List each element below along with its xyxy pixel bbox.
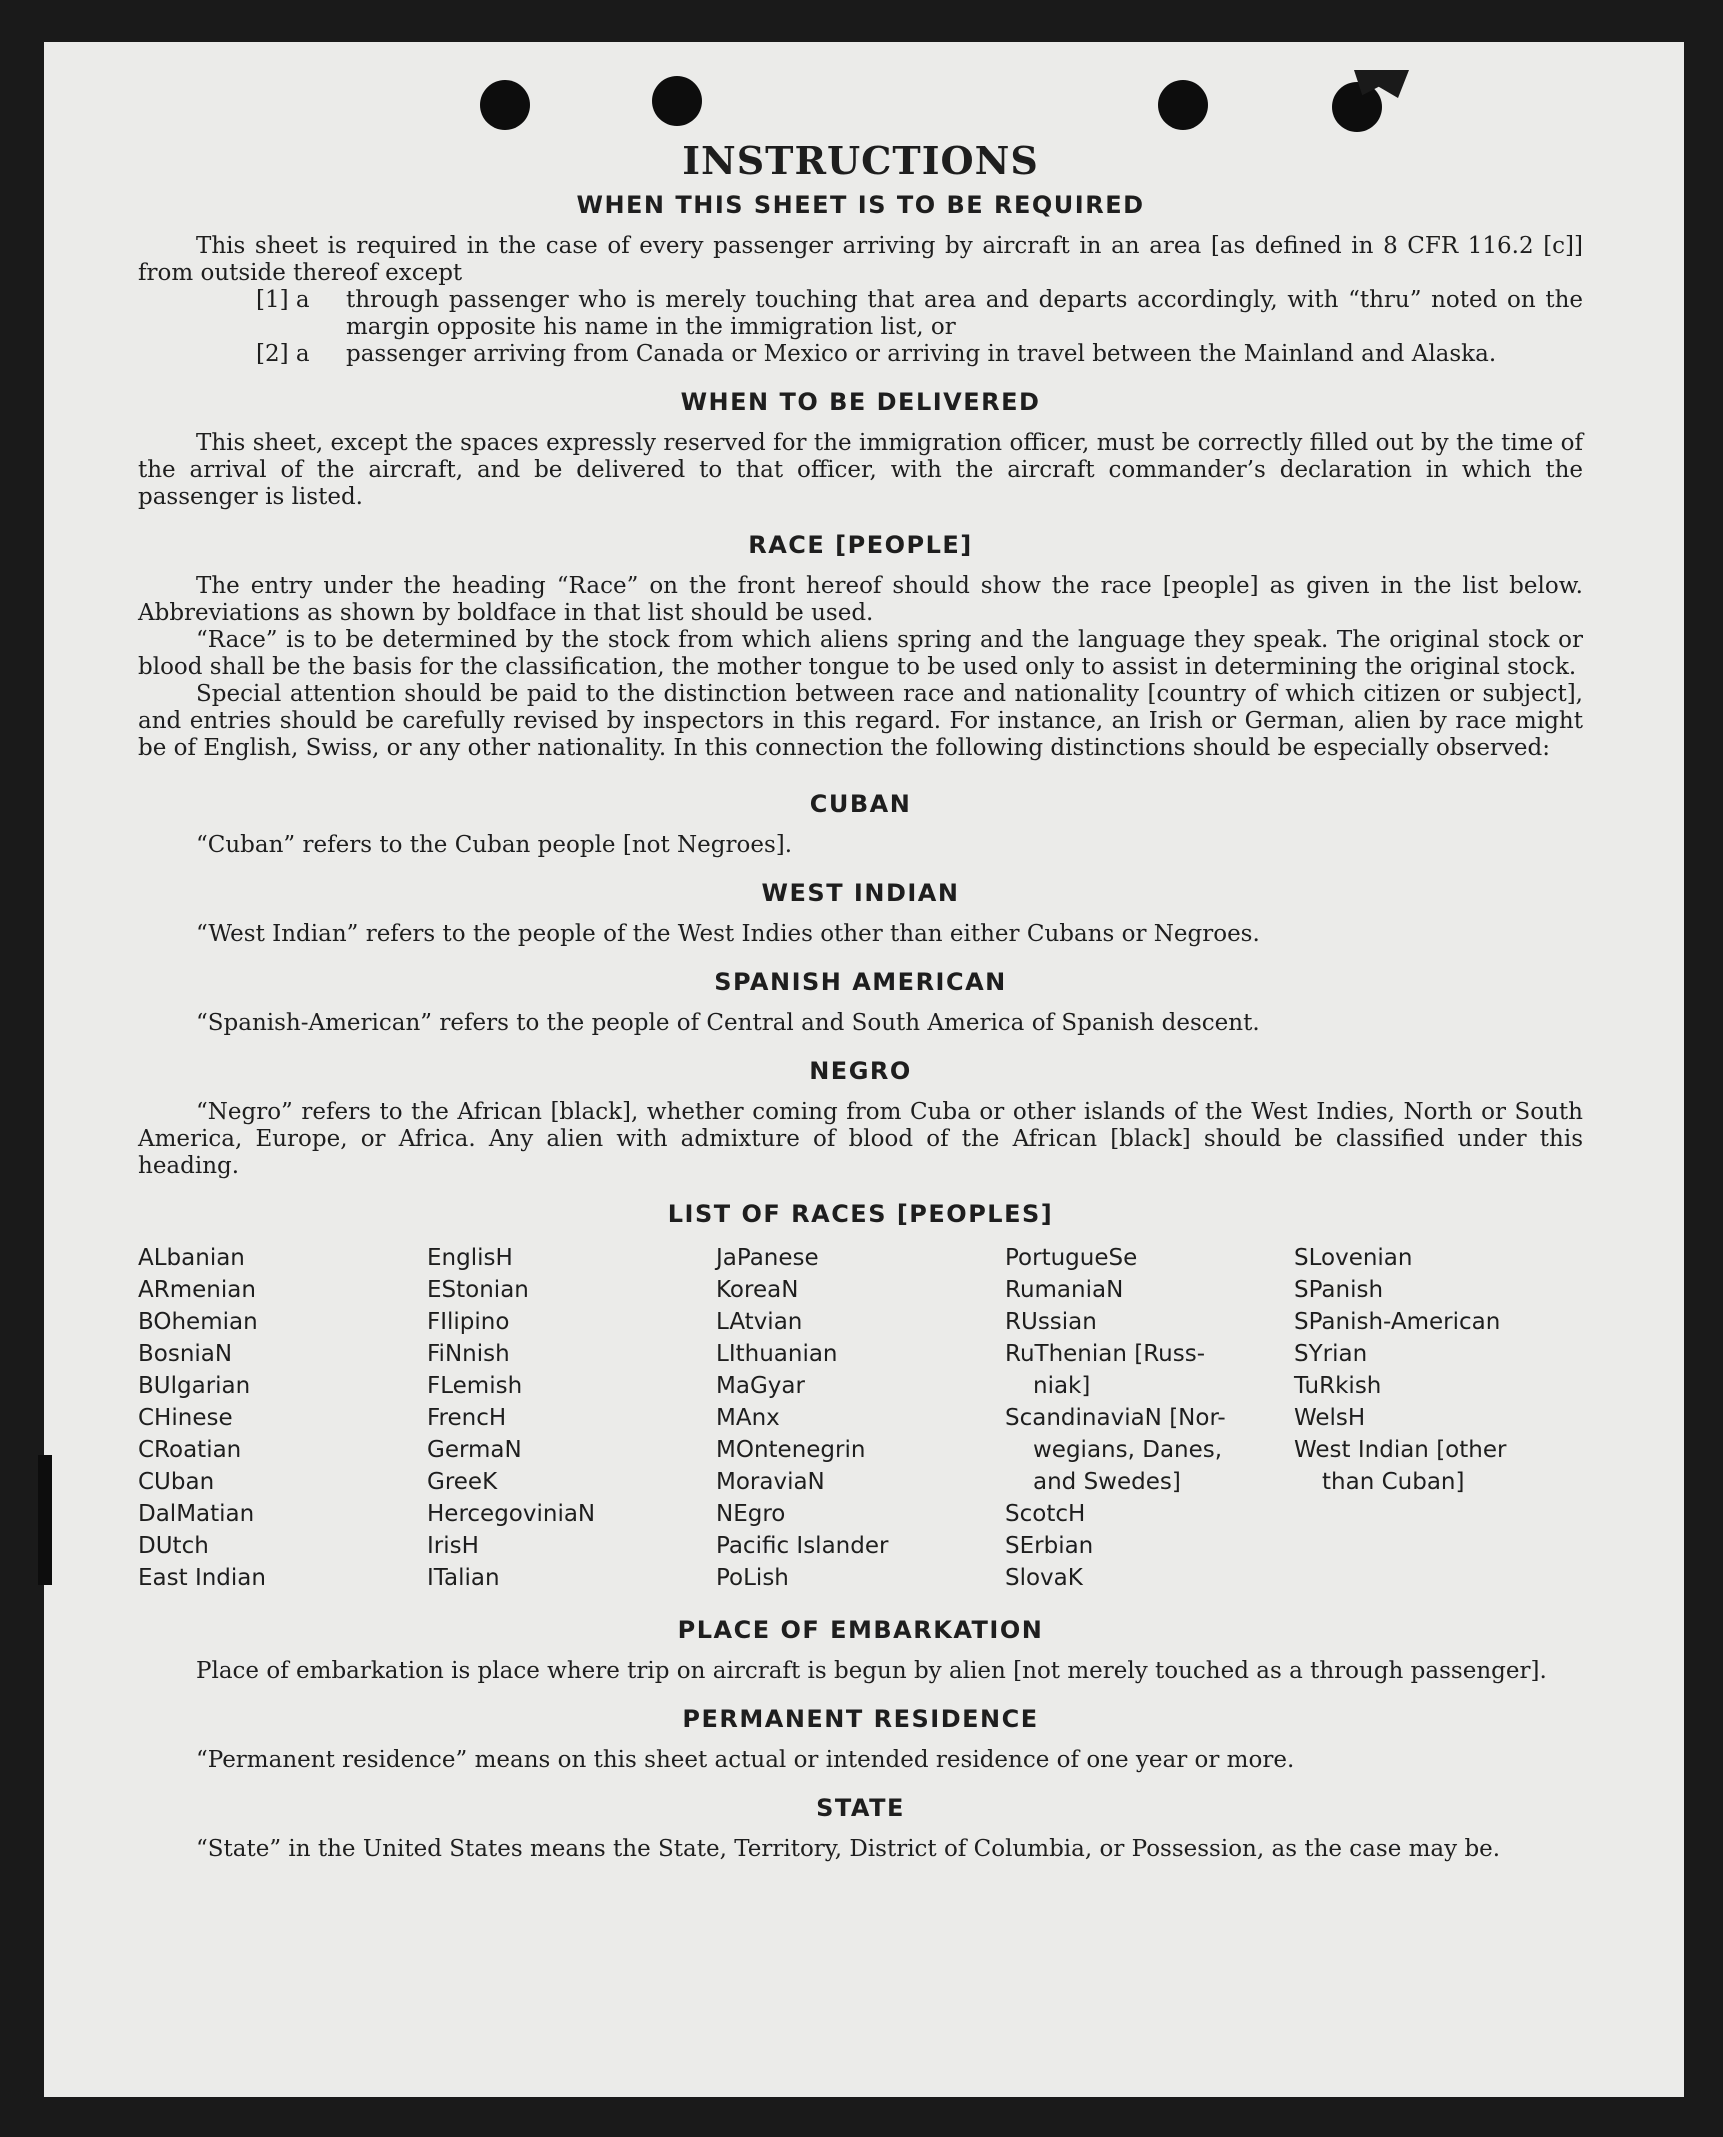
- race-column: [1294, 1242, 1583, 1594]
- race-item: BUlgarian: [138, 1373, 251, 1399]
- race-item: MAnx: [716, 1405, 780, 1431]
- race-item: CUban: [138, 1469, 215, 1495]
- section-heading-west-indian: WEST INDIAN: [761, 879, 960, 907]
- exception-list: [256, 287, 1583, 368]
- race-item: PoLish: [716, 1565, 789, 1591]
- page-title: INSTRUCTIONS: [682, 138, 1039, 183]
- race-item: MoraviaN: [716, 1469, 825, 1495]
- race-item: LIthuanian: [716, 1341, 838, 1367]
- race-item: ARmenian: [138, 1277, 256, 1303]
- instructions-content: [138, 128, 1583, 1863]
- race-item: SYrian: [1294, 1341, 1368, 1367]
- race-item: TuRkish: [1294, 1373, 1382, 1399]
- race-item: SErbian: [1005, 1533, 1094, 1559]
- race-item: ALbanian: [138, 1245, 245, 1271]
- exception-text: passenger arriving from Canada or Mexico or arriving in travel between the Mainland and Alaska.: [346, 341, 1497, 367]
- exception-number: [1] a: [256, 287, 310, 313]
- race-item: wegians, Danes,: [1033, 1437, 1223, 1463]
- race-paragraph-2: “Race” is to be determined by the stock from which aliens spring and the language they speak. The original stock or blood shall be the basis for the classification, the mother tongue to be used only to assist in determining the original stock.: [138, 627, 1583, 680]
- race-list: [138, 1242, 1583, 1594]
- residence-text: “Permanent residence” means on this sheet actual or intended residence of one year or more.: [196, 1747, 1295, 1773]
- exception-item: [256, 341, 1583, 368]
- race-item: than Cuban]: [1322, 1469, 1465, 1495]
- race-item: RuThenian [Russ-: [1005, 1341, 1206, 1367]
- race-item: SPanish: [1294, 1277, 1384, 1303]
- section-heading-cuban: CUBAN: [809, 790, 912, 818]
- race-item: GreeK: [427, 1469, 498, 1495]
- race-item: CRoatian: [138, 1437, 242, 1463]
- cuban-text: “Cuban” refers to the Cuban people [not Negroes].: [196, 832, 793, 858]
- race-item: MaGyar: [716, 1373, 805, 1399]
- race-item: FrencH: [427, 1405, 507, 1431]
- race-item: ScotcH: [1005, 1501, 1086, 1527]
- section-heading-required: WHEN THIS SHEET IS TO BE REQUIRED: [576, 191, 1145, 219]
- torn-corner: [1354, 70, 1409, 98]
- punch-hole: [480, 80, 530, 130]
- state-text: “State” in the United States means the State, Territory, District of Columbia, or Possession, as the case may be.: [196, 1836, 1501, 1862]
- race-column: [427, 1242, 716, 1594]
- race-item: and Swedes]: [1033, 1469, 1181, 1495]
- race-item: EnglisH: [427, 1245, 513, 1271]
- race-item: WelsH: [1294, 1405, 1366, 1431]
- race-paragraph-3: Special attention should be paid to the distinction between race and nationality [country of which citizen or subject], and entries should be carefully revised by inspectors in this regard. For instance, an Irish or German, alien by race might be of English, Swiss, or any other nationality. In this connection the following distinctions should be especially observed:: [138, 681, 1583, 761]
- race-item: FiNnish: [427, 1341, 510, 1367]
- race-item: SLovenian: [1294, 1245, 1413, 1271]
- spanish-american-text: “Spanish-American” refers to the people of Central and South America of Spanish descent.: [196, 1010, 1260, 1036]
- exception-item: [256, 287, 1583, 341]
- race-item: HercegoviniaN: [427, 1501, 596, 1527]
- race-column: [138, 1242, 427, 1594]
- section-heading-spanish-american: SPANISH AMERICAN: [714, 968, 1007, 996]
- section-heading-residence: PERMANENT RESIDENCE: [682, 1705, 1039, 1733]
- race-item: BosniaN: [138, 1341, 233, 1367]
- section-heading-embarkation: PLACE OF EMBARKATION: [677, 1616, 1044, 1644]
- exception-text: through passenger who is merely touching that area and departs accordingly, with “thru” noted on the margin opposite his name in the immigration list, or: [346, 287, 1583, 340]
- section-heading-race: RACE [PEOPLE]: [748, 531, 973, 559]
- race-item: ScandinaviaN [Nor-: [1005, 1405, 1226, 1431]
- race-paragraph-1: The entry under the heading “Race” on the front hereof should show the race [people] as given in the list below. Abbreviations as shown by boldface in that list should be used.: [138, 573, 1583, 626]
- exception-number: [2] a: [256, 341, 310, 367]
- west-indian-text: “West Indian” refers to the people of the West Indies other than either Cubans or Negroes.: [196, 921, 1260, 947]
- race-item: RUssian: [1005, 1309, 1097, 1335]
- race-item: BOhemian: [138, 1309, 258, 1335]
- race-item: West Indian [other: [1294, 1437, 1507, 1463]
- delivered-text: This sheet, except the spaces expressly reserved for the immigration officer, must be correctly filled out by the time of the arrival of the aircraft, and be delivered to that officer, with the aircraft commander’s declaration in which the passenger is listed.: [138, 430, 1583, 510]
- race-item: CHinese: [138, 1405, 233, 1431]
- race-item: IrisH: [427, 1533, 479, 1559]
- race-item: ITalian: [427, 1565, 500, 1591]
- race-item: LAtvian: [716, 1309, 803, 1335]
- required-intro: This sheet is required in the case of every passenger arriving by aircraft in an area [as defined in 8 CFR 116.2 [c]] from outside thereof except: [138, 233, 1583, 286]
- race-item: KoreaN: [716, 1277, 799, 1303]
- race-item: EStonian: [427, 1277, 529, 1303]
- race-item: DUtch: [138, 1533, 209, 1559]
- punch-hole: [652, 76, 702, 126]
- embarkation-text: Place of embarkation is place where trip on aircraft is begun by alien [not merely touched as a through passenger].: [196, 1658, 1547, 1684]
- race-item: FIlipino: [427, 1309, 510, 1335]
- race-item: NEgro: [716, 1501, 786, 1527]
- race-item: East Indian: [138, 1565, 266, 1591]
- race-item: SPanish-American: [1294, 1309, 1501, 1335]
- negro-text: “Negro” refers to the African [black], whether coming from Cuba or other islands of the West Indies, North or South America, Europe, or Africa. Any alien with admixture of blood of the African [black] should be classified under this heading.: [138, 1099, 1583, 1179]
- race-item: JaPanese: [716, 1245, 819, 1271]
- punch-hole: [1158, 80, 1208, 130]
- section-heading-negro: NEGRO: [809, 1057, 912, 1085]
- section-heading-delivered: WHEN TO BE DELIVERED: [680, 388, 1041, 416]
- race-column: [716, 1242, 1005, 1594]
- section-heading-state: STATE: [816, 1794, 905, 1822]
- binding-mark: [38, 1455, 52, 1585]
- race-item: Pacific Islander: [716, 1533, 889, 1559]
- race-item: SlovaK: [1005, 1565, 1083, 1591]
- race-item: MOntenegrin: [716, 1437, 866, 1463]
- race-item: niak]: [1033, 1373, 1091, 1399]
- race-column: [1005, 1242, 1294, 1594]
- race-item: FLemish: [427, 1373, 523, 1399]
- section-heading-list: LIST OF RACES [PEOPLES]: [667, 1200, 1054, 1228]
- race-item: RumaniaN: [1005, 1277, 1124, 1303]
- race-item: GermaN: [427, 1437, 522, 1463]
- race-item: DalMatian: [138, 1501, 255, 1527]
- punch-hole: [1332, 82, 1382, 132]
- race-item: PortugueSe: [1005, 1245, 1138, 1271]
